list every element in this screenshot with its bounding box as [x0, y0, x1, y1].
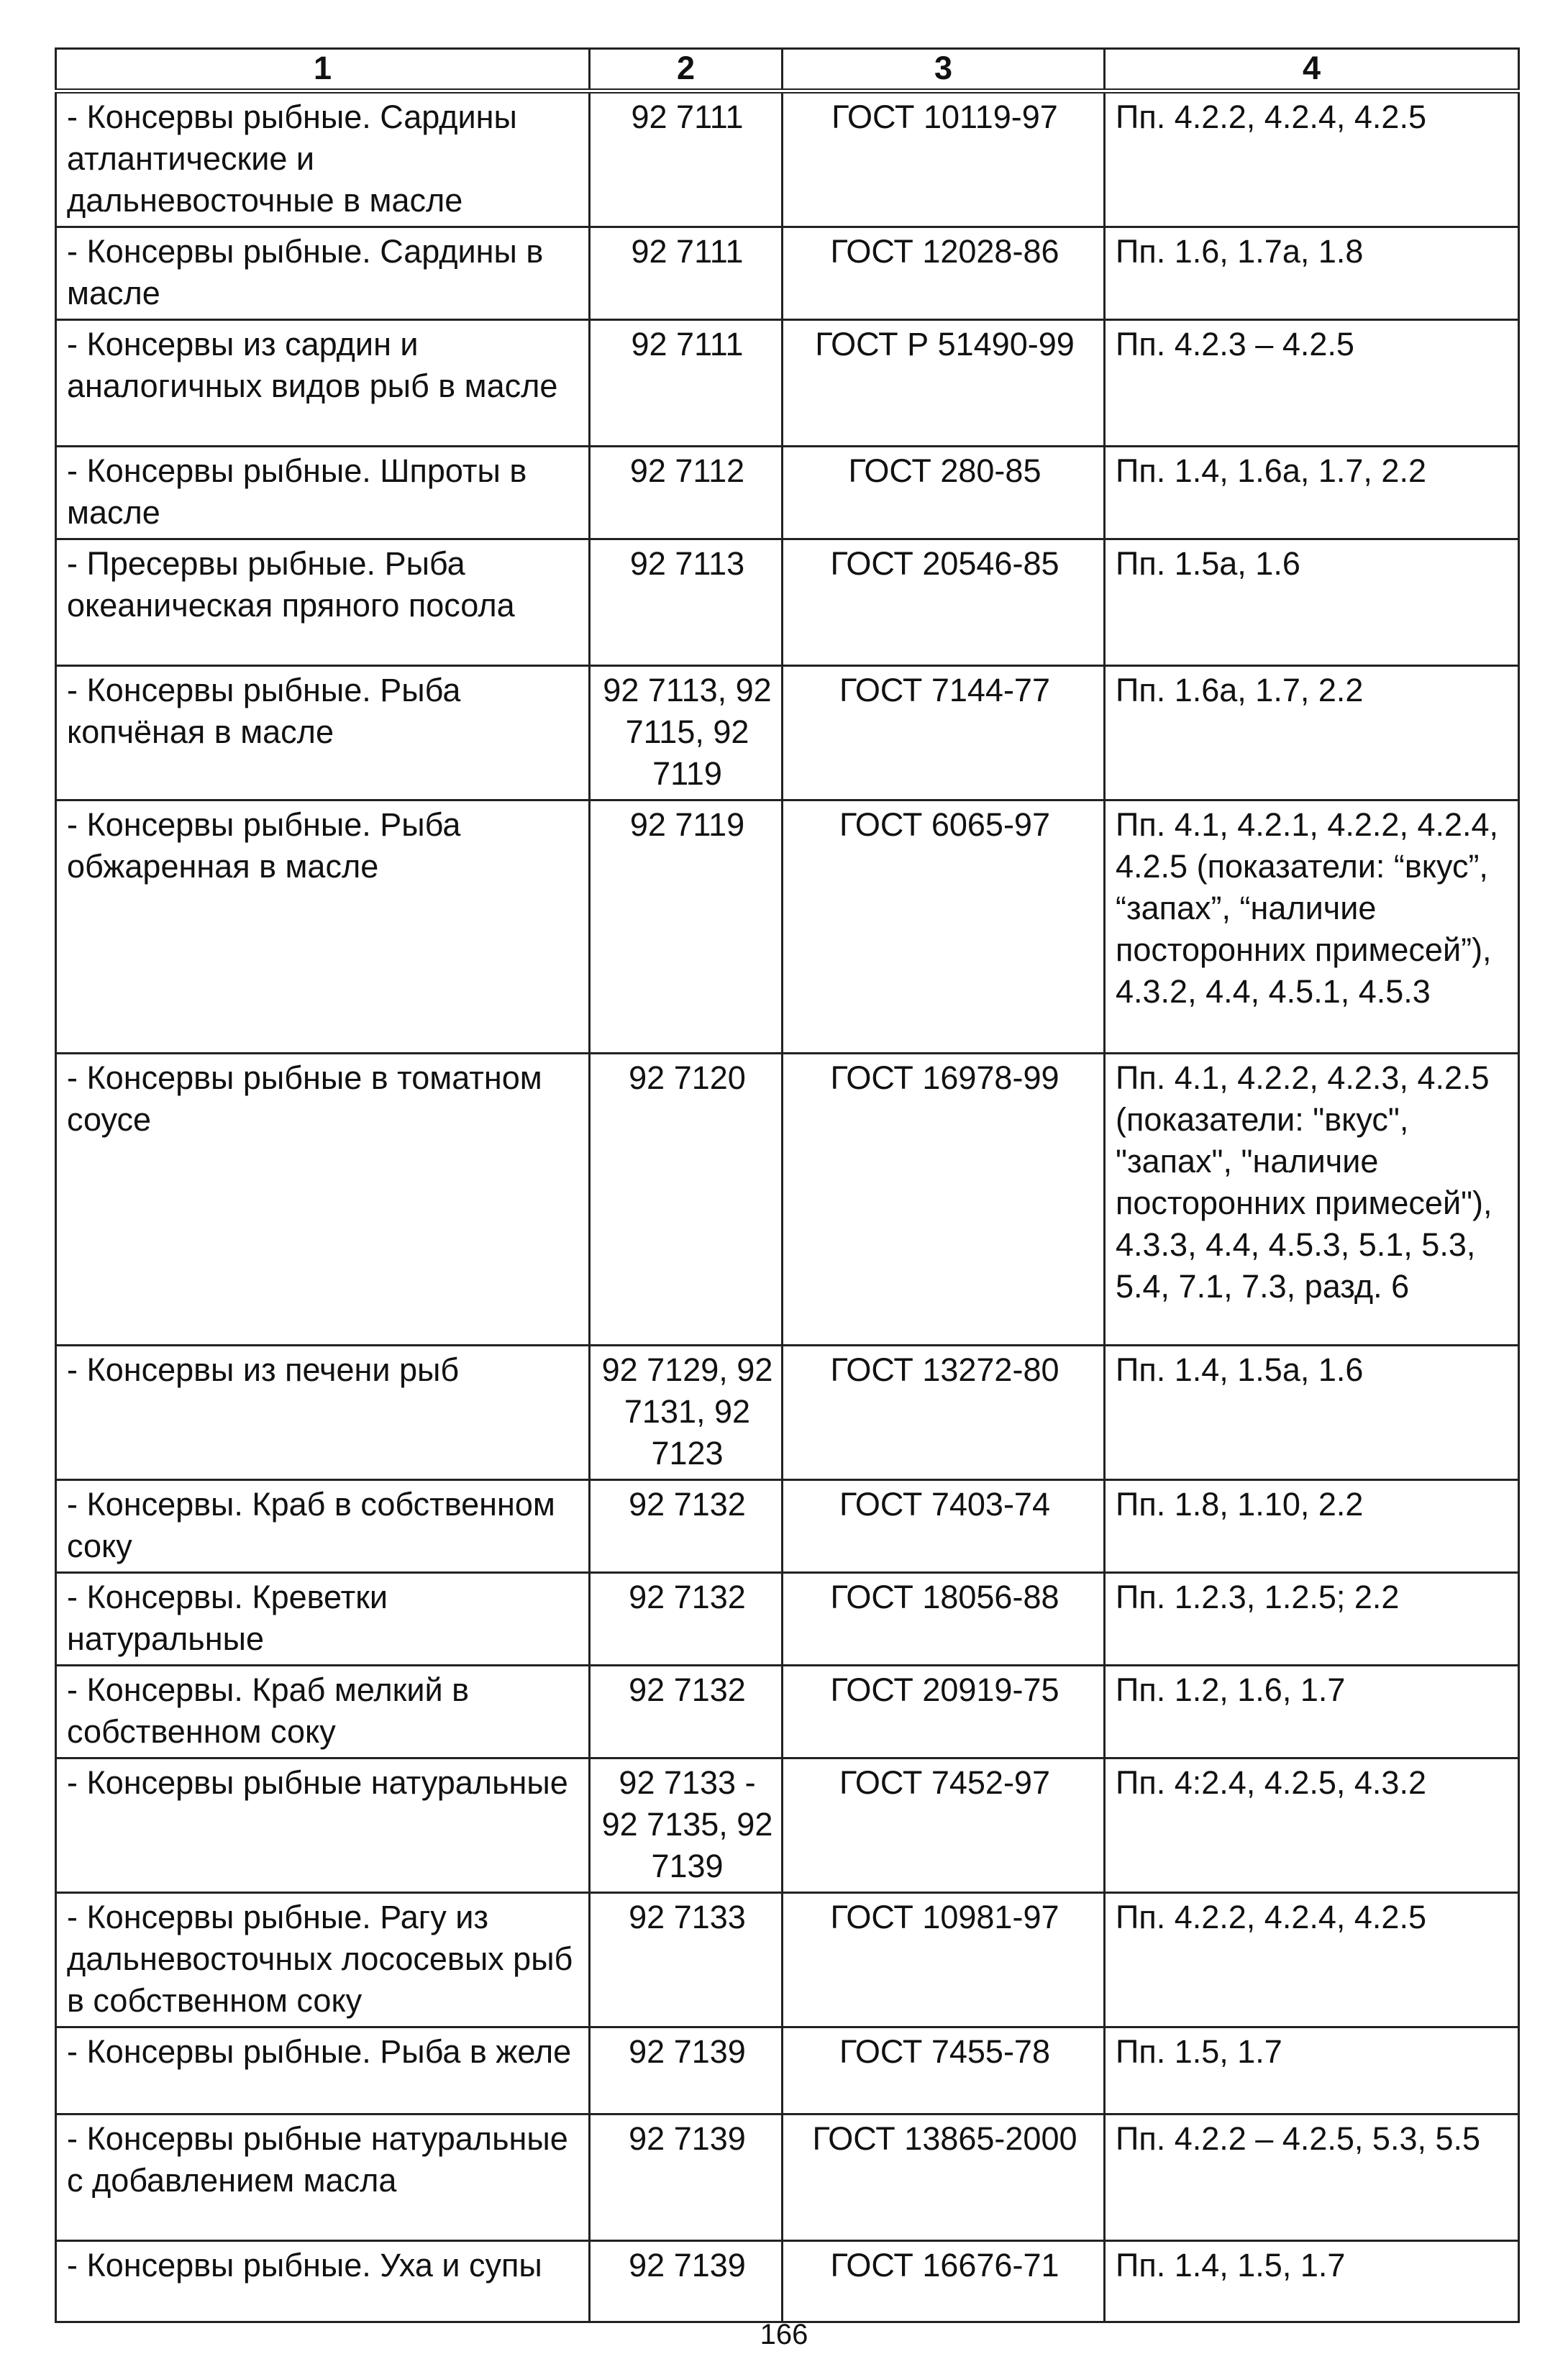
column-header-4: 4 — [1105, 49, 1519, 91]
header-row — [56, 49, 1519, 91]
standard-cell: ГОСТ 280-85 — [783, 447, 1105, 539]
column-header-2: 2 — [590, 49, 783, 91]
product-name-cell: - Консервы рыбные. Шпроты в масле — [56, 447, 590, 539]
product-name-cell: - Консервы рыбные. Рыба копчёная в масле — [56, 666, 590, 800]
standard-cell: ГОСТ 10119-97 — [783, 91, 1105, 227]
okp-code-cell: 92 7132 — [590, 1573, 783, 1666]
clauses-cell: Пп. 4.2.3 – 4.2.5 — [1105, 320, 1519, 447]
product-name-cell: - Консервы. Краб в собственном соку — [56, 1480, 590, 1573]
standard-cell: ГОСТ 20919-75 — [783, 1666, 1105, 1758]
table-row — [56, 539, 1519, 666]
clauses-cell: Пп. 1.4, 1.6а, 1.7, 2.2 — [1105, 447, 1519, 539]
clauses-cell: Пп. 4.1, 4.2.1, 4.2.2, 4.2.4, 4.2.5 (показатели: “вкус”, “запах”, “наличие посторонних примесей”), 4.3.2, 4.4, 4.5.1, 4.5.3 — [1105, 800, 1519, 1054]
standard-cell: ГОСТ 7144-77 — [783, 666, 1105, 800]
product-name-cell: - Консервы. Креветки натуральные — [56, 1573, 590, 1666]
clauses-cell: Пп. 4.2.2, 4.2.4, 4.2.5 — [1105, 91, 1519, 227]
product-name-cell: - Консервы рыбные. Рагу из дальневосточных лососевых рыб в собственном соку — [56, 1893, 590, 2027]
table-row — [56, 1893, 1519, 2027]
table-row — [56, 2027, 1519, 2114]
clauses-cell: Пп. 4.2.2, 4.2.4, 4.2.5 — [1105, 1893, 1519, 2027]
clauses-cell: Пп. 1.6а, 1.7, 2.2 — [1105, 666, 1519, 800]
okp-code-cell: 92 7132 — [590, 1480, 783, 1573]
okp-code-cell: 92 7133 - 92 7135, 92 7139 — [590, 1758, 783, 1893]
table-row — [56, 2114, 1519, 2241]
standard-cell: ГОСТ 7452-97 — [783, 1758, 1105, 1893]
okp-code-cell: 92 7139 — [590, 2027, 783, 2114]
table-row — [56, 666, 1519, 800]
product-name-cell: - Консервы рыбные. Сардины атлантические и дальневосточные в масле — [56, 91, 590, 227]
table-row — [56, 1573, 1519, 1666]
standard-cell: ГОСТ 16978-99 — [783, 1054, 1105, 1346]
page-number: 166 — [760, 2319, 808, 2350]
product-name-cell: - Консервы. Краб мелкий в собственном соку — [56, 1666, 590, 1758]
table-row — [56, 320, 1519, 447]
okp-code-cell: 92 7111 — [590, 320, 783, 447]
standard-cell: ГОСТ 10981-97 — [783, 1893, 1105, 2027]
clauses-cell: Пп. 4:2.4, 4.2.5, 4.3.2 — [1105, 1758, 1519, 1893]
clauses-cell: Пп. 1.2, 1.6, 1.7 — [1105, 1666, 1519, 1758]
standard-cell: ГОСТ 20546-85 — [783, 539, 1105, 666]
standard-cell: ГОСТ 13272-80 — [783, 1346, 1105, 1480]
okp-code-cell: 92 7129, 92 7131, 92 7123 — [590, 1346, 783, 1480]
table-row — [56, 227, 1519, 320]
column-header-1: 1 — [56, 49, 590, 91]
standard-cell: ГОСТ Р 51490-99 — [783, 320, 1105, 447]
product-name-cell: - Консервы рыбные. Рыба обжаренная в масле — [56, 800, 590, 1054]
product-name-cell: - Консервы рыбные натуральные — [56, 1758, 590, 1893]
standard-cell: ГОСТ 18056-88 — [783, 1573, 1105, 1666]
table-row — [56, 1480, 1519, 1573]
column-header-3: 3 — [783, 49, 1105, 91]
standard-cell: ГОСТ 7403-74 — [783, 1480, 1105, 1573]
okp-code-cell: 92 7119 — [590, 800, 783, 1054]
table-row — [56, 2241, 1519, 2322]
clauses-cell: Пп. 4.2.2 – 4.2.5, 5.3, 5.5 — [1105, 2114, 1519, 2241]
clauses-cell: Пп. 1.5а, 1.6 — [1105, 539, 1519, 666]
product-name-cell: - Пресервы рыбные. Рыба океаническая пряного посола — [56, 539, 590, 666]
product-name-cell: - Консервы рыбные в томатном соусе — [56, 1054, 590, 1346]
product-name-cell: - Консервы рыбные. Сардины в масле — [56, 227, 590, 320]
okp-code-cell: 92 7113 — [590, 539, 783, 666]
table-row — [56, 1054, 1519, 1346]
table-row — [56, 91, 1519, 227]
okp-code-cell: 92 7112 — [590, 447, 783, 539]
table-row — [56, 1346, 1519, 1480]
standard-cell: ГОСТ 13865-2000 — [783, 2114, 1105, 2241]
clauses-cell: Пп. 1.6, 1.7а, 1.8 — [1105, 227, 1519, 320]
okp-code-cell: 92 7111 — [590, 91, 783, 227]
standard-cell: ГОСТ 12028-86 — [783, 227, 1105, 320]
product-name-cell: - Консервы из печени рыб — [56, 1346, 590, 1480]
okp-code-cell: 92 7139 — [590, 2114, 783, 2241]
table-row — [56, 447, 1519, 539]
clauses-cell: Пп. 4.1, 4.2.2, 4.2.3, 4.2.5 (показатели: "вкус", "запах", "наличие посторонних примесей"), 4.3.3, 4.4, 4.5.3, 5.1, 5.3, 5.4, 7.1, 7.3, разд. 6 — [1105, 1054, 1519, 1346]
product-name-cell: - Консервы рыбные. Рыба в желе — [56, 2027, 590, 2114]
okp-code-cell: 92 7133 — [590, 1893, 783, 2027]
standards-table — [55, 47, 1520, 2323]
clauses-cell: Пп. 1.5, 1.7 — [1105, 2027, 1519, 2114]
okp-code-cell: 92 7113, 92 7115, 92 7119 — [590, 666, 783, 800]
table-row — [56, 1666, 1519, 1758]
okp-code-cell: 92 7111 — [590, 227, 783, 320]
clauses-cell: Пп. 1.2.3, 1.2.5; 2.2 — [1105, 1573, 1519, 1666]
product-name-cell: - Консервы рыбные. Уха и супы — [56, 2241, 590, 2322]
clauses-cell: Пп. 1.8, 1.10, 2.2 — [1105, 1480, 1519, 1573]
clauses-cell: Пп. 1.4, 1.5, 1.7 — [1105, 2241, 1519, 2322]
table-row — [56, 800, 1519, 1054]
table-row — [56, 1758, 1519, 1893]
standard-cell: ГОСТ 16676-71 — [783, 2241, 1105, 2322]
clauses-cell: Пп. 1.4, 1.5а, 1.6 — [1105, 1346, 1519, 1480]
okp-code-cell: 92 7120 — [590, 1054, 783, 1346]
standard-cell: ГОСТ 6065-97 — [783, 800, 1105, 1054]
product-name-cell: - Консервы из сардин и аналогичных видов рыб в масле — [56, 320, 590, 447]
product-name-cell: - Консервы рыбные натуральные с добавлением масла — [56, 2114, 590, 2241]
standard-cell: ГОСТ 7455-78 — [783, 2027, 1105, 2114]
okp-code-cell: 92 7132 — [590, 1666, 783, 1758]
okp-code-cell: 92 7139 — [590, 2241, 783, 2322]
